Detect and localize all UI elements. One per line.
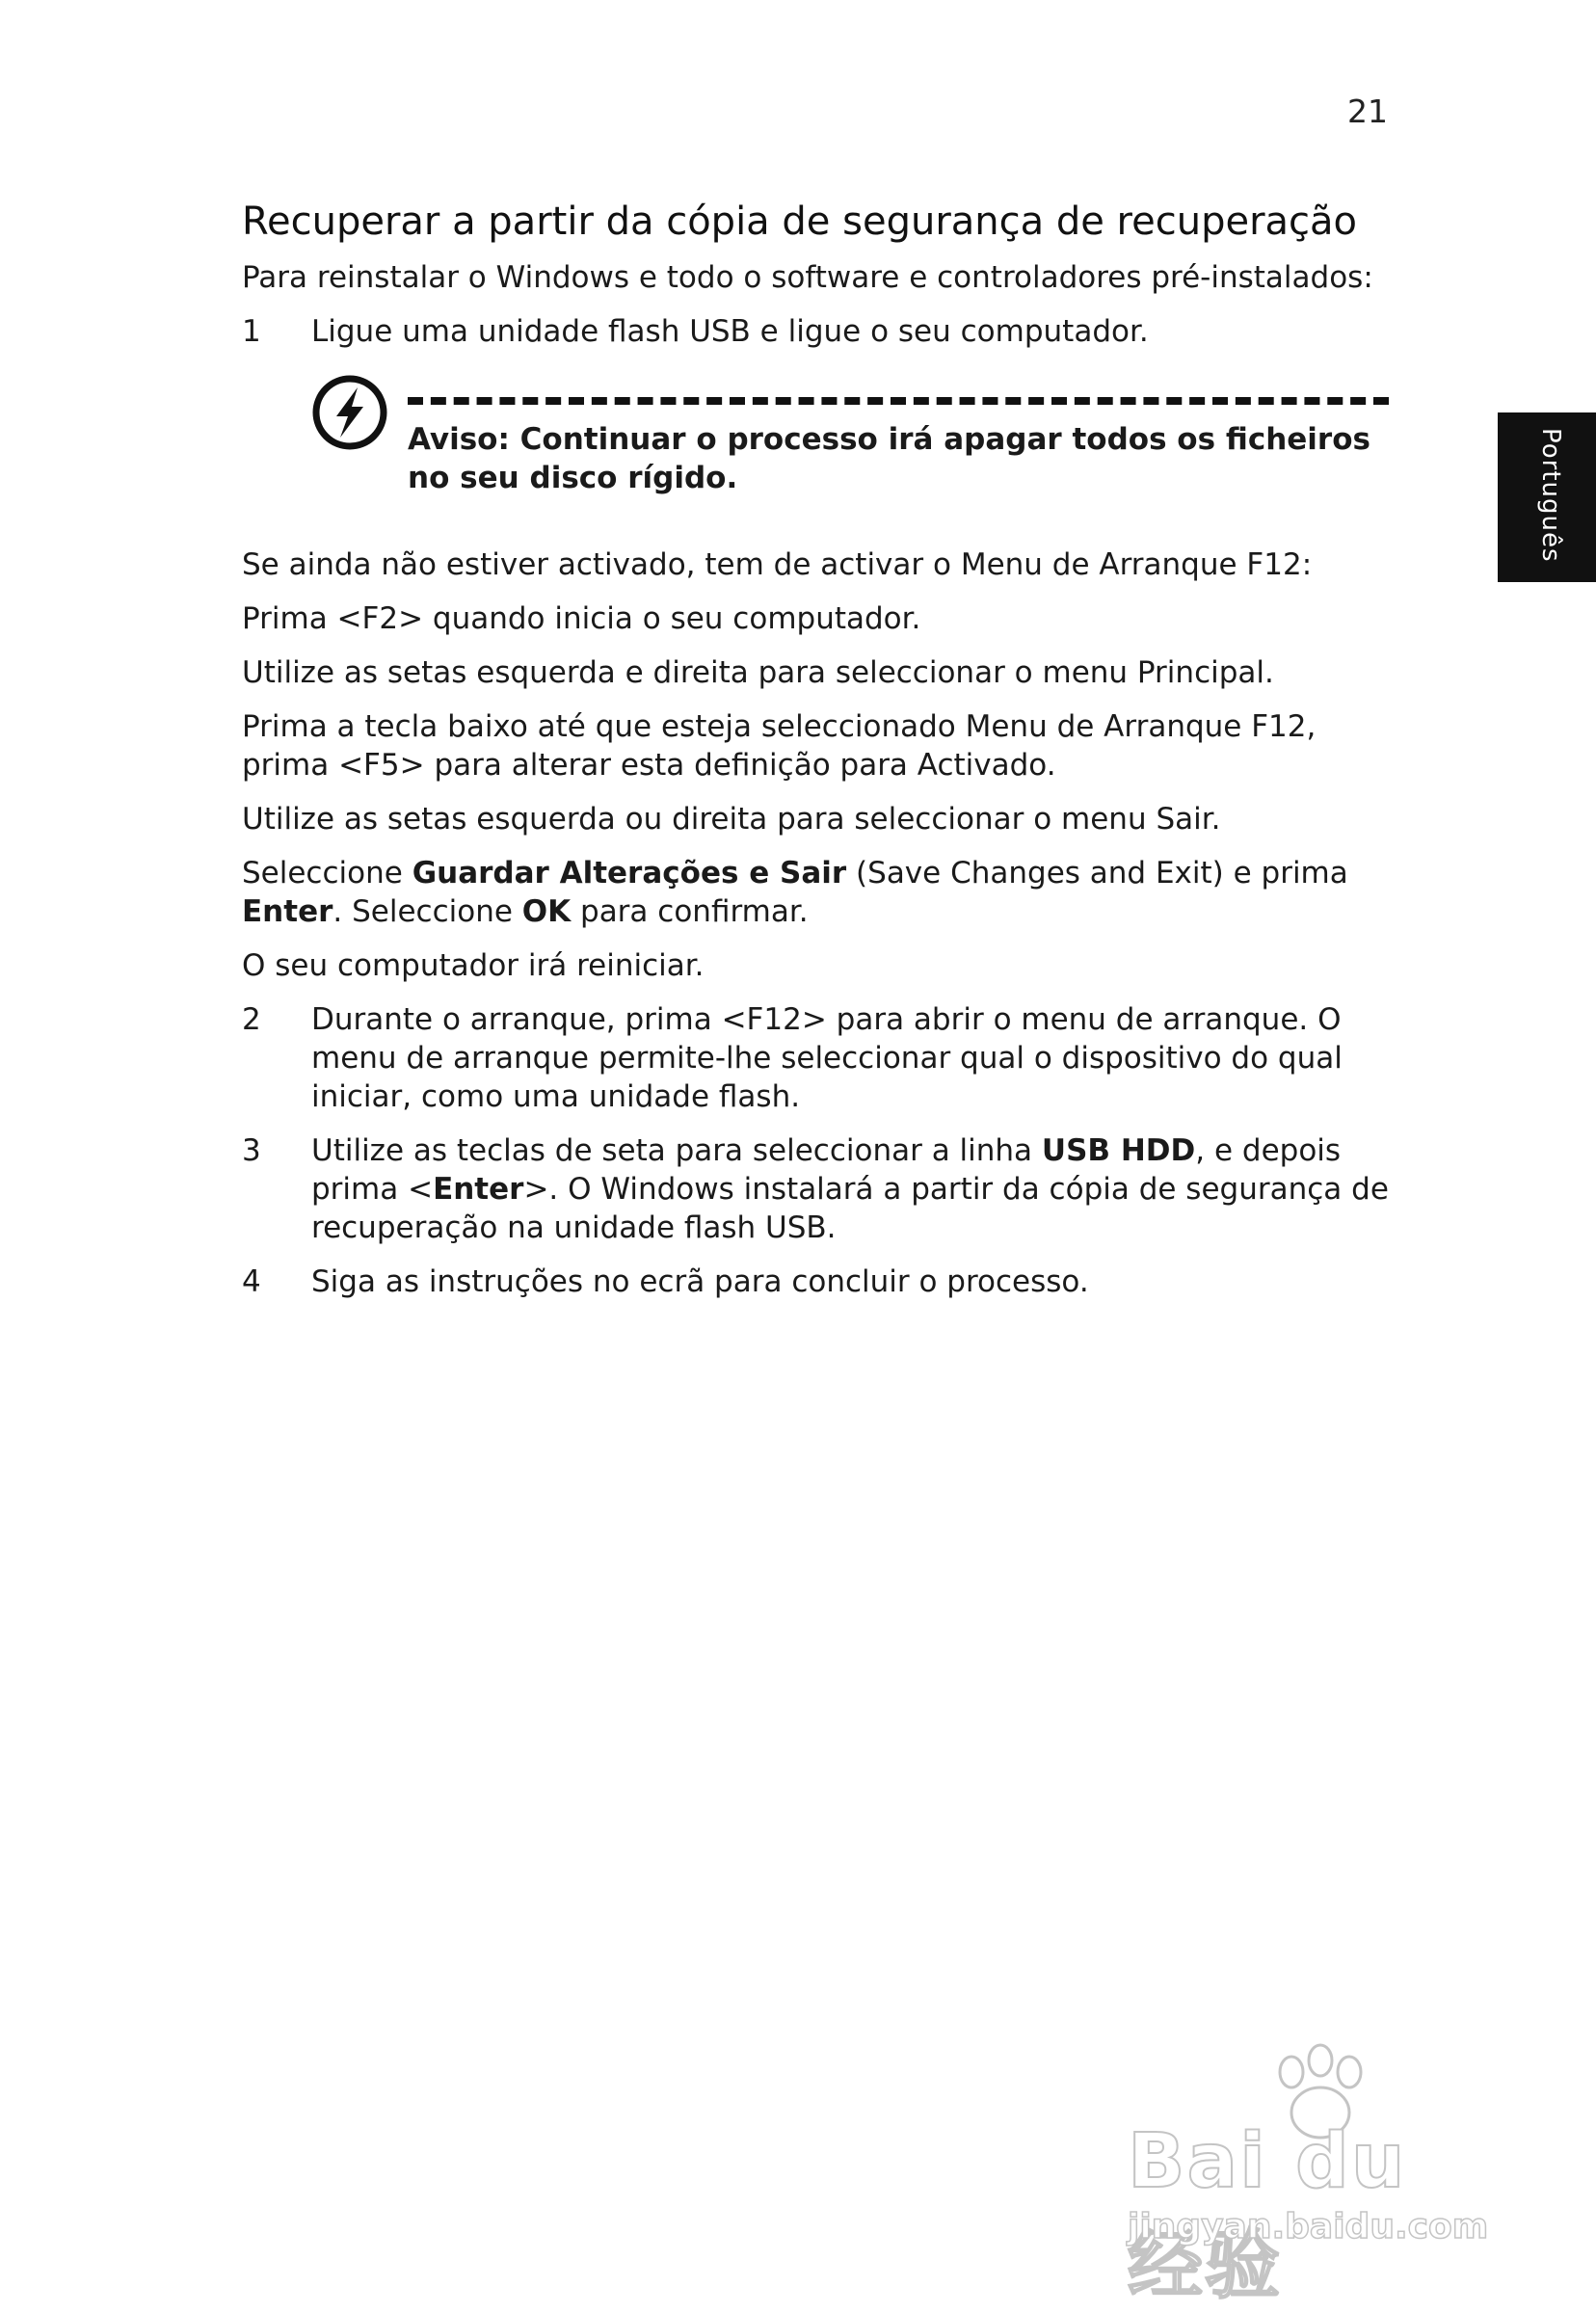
paragraph-save-exit: Seleccione Guardar Alterações e Sair (Save Changes and Exit) e prima Enter. Seleccione OK para confirmar.	[242, 856, 1348, 929]
step-2	[242, 1000, 1389, 1116]
paragraph-press-f2: Prima <F2> quando inicia o seu computador.	[242, 601, 921, 636]
language-label: Português	[1536, 428, 1565, 563]
page-number: 21	[1347, 93, 1388, 130]
step-text: Siga as instruções no ecrã para concluir o processo.	[311, 1264, 1089, 1299]
paragraph-exit-menu: Utilize as setas esquerda ou direita para seleccionar o menu Sair.	[242, 802, 1221, 837]
paragraph-press-f5: Prima a tecla baixo até que esteja seleccionado Menu de Arranque F12, prima <F5> para alterar esta definição para Activado.	[242, 709, 1317, 783]
warning-lightning-icon	[311, 374, 388, 451]
warning-divider	[408, 397, 1389, 405]
step-4	[242, 1263, 1389, 1301]
step-number: 2	[242, 1002, 261, 1037]
step-text: Durante o arranque, prima <F12> para abrir o menu de arranque. O menu de arranque permite-lhe seleccionar qual o dispositivo do qual iniciar, como uma unidade flash.	[311, 1002, 1343, 1114]
warning-box	[311, 368, 1389, 511]
step-number: 1	[242, 314, 261, 349]
watermark-url: jingyan.baidu.com	[1128, 2207, 1489, 2247]
step-3	[242, 1131, 1389, 1247]
step-text: Utilize as teclas de seta para seleccionar a linha USB HDD, e depois prima <Enter>. O Windows instalará a partir da cópia de segurança de recuperação na unidade flash USB.	[311, 1133, 1389, 1245]
step-text: Ligue uma unidade flash USB e ligue o seu computador.	[311, 314, 1149, 349]
paragraph-enable-boot-menu: Se ainda não estiver activado, tem de activar o Menu de Arranque F12:	[242, 547, 1313, 582]
section-title: Recuperar a partir da cópia de segurança de recuperação	[242, 199, 1358, 244]
document-content	[242, 197, 1389, 1316]
step-number: 4	[242, 1264, 261, 1299]
warning-text: Aviso: Continuar o processo irá apagar todos os ficheiros no seu disco rígido.	[408, 422, 1370, 495]
watermark-brand: Bai du 经验	[1128, 2118, 1407, 2309]
step-number: 3	[242, 1133, 261, 1168]
baidu-watermark	[1118, 2043, 1503, 2309]
paragraph-main-menu: Utilize as setas esquerda e direita para seleccionar o menu Principal.	[242, 655, 1274, 690]
intro-paragraph: Para reinstalar o Windows e todo o software e controladores pré-instalados:	[242, 260, 1373, 295]
step-1	[242, 312, 1389, 351]
paragraph-restart: O seu computador irá reiniciar.	[242, 948, 705, 983]
language-side-tab	[1498, 412, 1596, 582]
